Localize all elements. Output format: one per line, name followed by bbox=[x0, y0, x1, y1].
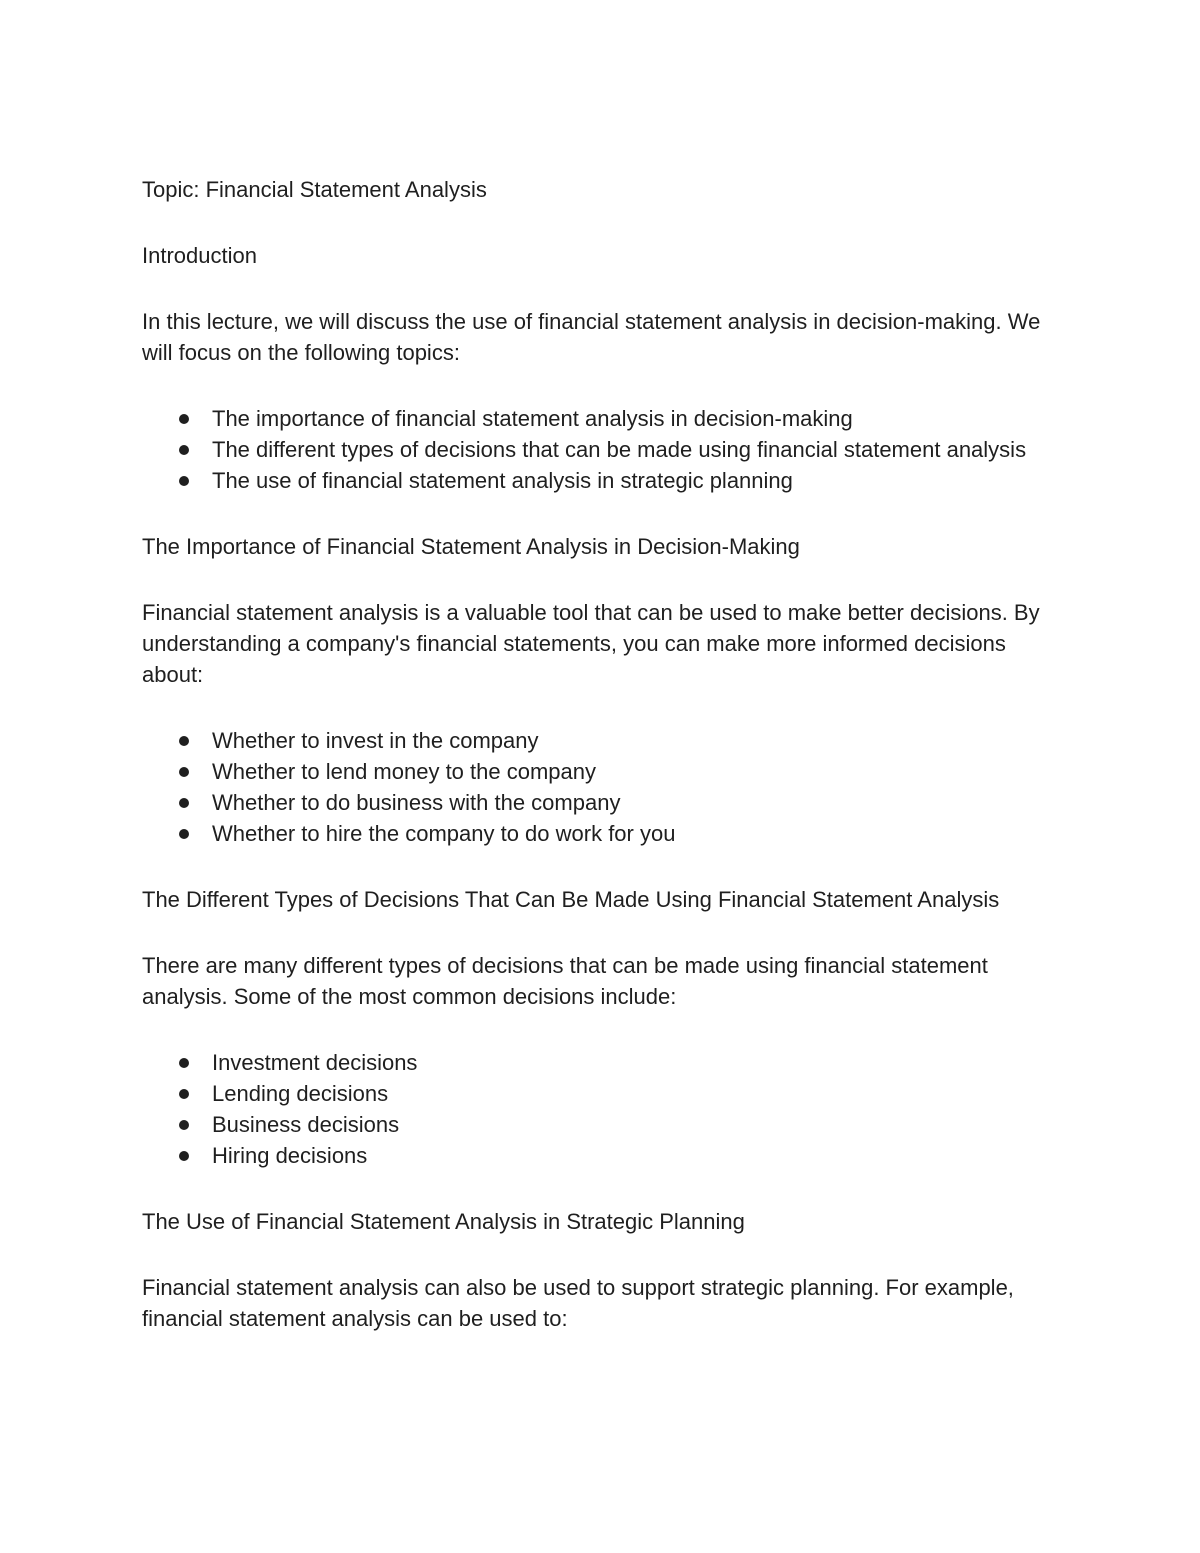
bullet-icon bbox=[179, 1089, 189, 1099]
list-item bbox=[142, 787, 1062, 818]
section-paragraph-importance: Financial statement analysis is a valuable tool that can be used to make better decisions. By understanding a company's financial statements, you can make more informed decisions about: bbox=[142, 600, 1040, 687]
bullet-icon bbox=[179, 414, 189, 424]
bullet-icon bbox=[179, 1120, 189, 1130]
bullet-icon bbox=[179, 767, 189, 777]
intro-heading: Introduction bbox=[142, 243, 257, 268]
section-paragraph-decision-types: There are many different types of decisions that can be made using financial statement analysis. Some of the most common decisions include: bbox=[142, 953, 988, 1009]
list-item bbox=[142, 1047, 1062, 1078]
list-item bbox=[142, 1109, 1062, 1140]
bullet-icon bbox=[179, 798, 189, 808]
decision-types-list bbox=[142, 1047, 1062, 1171]
intro-paragraph: In this lecture, we will discuss the use of financial statement analysis in decision-making. We will focus on the following topics: bbox=[142, 309, 1041, 365]
list-item-text: Investment decisions bbox=[212, 1050, 418, 1075]
list-item-text: Whether to invest in the company bbox=[212, 728, 539, 753]
bullet-icon bbox=[179, 445, 189, 455]
bullet-icon bbox=[179, 736, 189, 746]
intro-topic-list bbox=[142, 403, 1062, 496]
list-item bbox=[142, 403, 1062, 434]
topic-title: Topic: Financial Statement Analysis bbox=[142, 177, 487, 202]
list-item bbox=[142, 725, 1062, 756]
section-heading-importance: The Importance of Financial Statement Analysis in Decision-Making bbox=[142, 534, 800, 559]
list-item bbox=[142, 1078, 1062, 1109]
decision-list bbox=[142, 725, 1062, 849]
list-item bbox=[142, 756, 1062, 787]
list-item bbox=[142, 818, 1062, 849]
list-item-text: Whether to do business with the company bbox=[212, 790, 621, 815]
section-paragraph-strategic-planning: Financial statement analysis can also be used to support strategic planning. For example, financial statement analysis can be used to: bbox=[142, 1275, 1014, 1331]
list-item-text: Hiring decisions bbox=[212, 1143, 368, 1168]
list-item-text: Whether to hire the company to do work for you bbox=[212, 821, 676, 846]
list-item bbox=[142, 434, 1062, 465]
document-body bbox=[142, 174, 1062, 1369]
bullet-icon bbox=[179, 476, 189, 486]
list-item-text: Business decisions bbox=[212, 1112, 400, 1137]
list-item-text: The importance of financial statement analysis in decision-making bbox=[212, 406, 853, 431]
bullet-icon bbox=[179, 1151, 189, 1161]
bullet-icon bbox=[179, 1058, 189, 1068]
list-item-text: Whether to lend money to the company bbox=[212, 759, 596, 784]
section-heading-strategic-planning: The Use of Financial Statement Analysis in Strategic Planning bbox=[142, 1209, 745, 1234]
list-item bbox=[142, 465, 1062, 496]
list-item bbox=[142, 1140, 1062, 1171]
list-item-text: The use of financial statement analysis in strategic planning bbox=[212, 468, 793, 493]
section-heading-decision-types: The Different Types of Decisions That Can Be Made Using Financial Statement Analysis bbox=[142, 887, 1000, 912]
list-item-text: Lending decisions bbox=[212, 1081, 389, 1106]
bullet-icon bbox=[179, 829, 189, 839]
list-item-text: The different types of decisions that can be made using financial statement analysis bbox=[212, 437, 1027, 462]
